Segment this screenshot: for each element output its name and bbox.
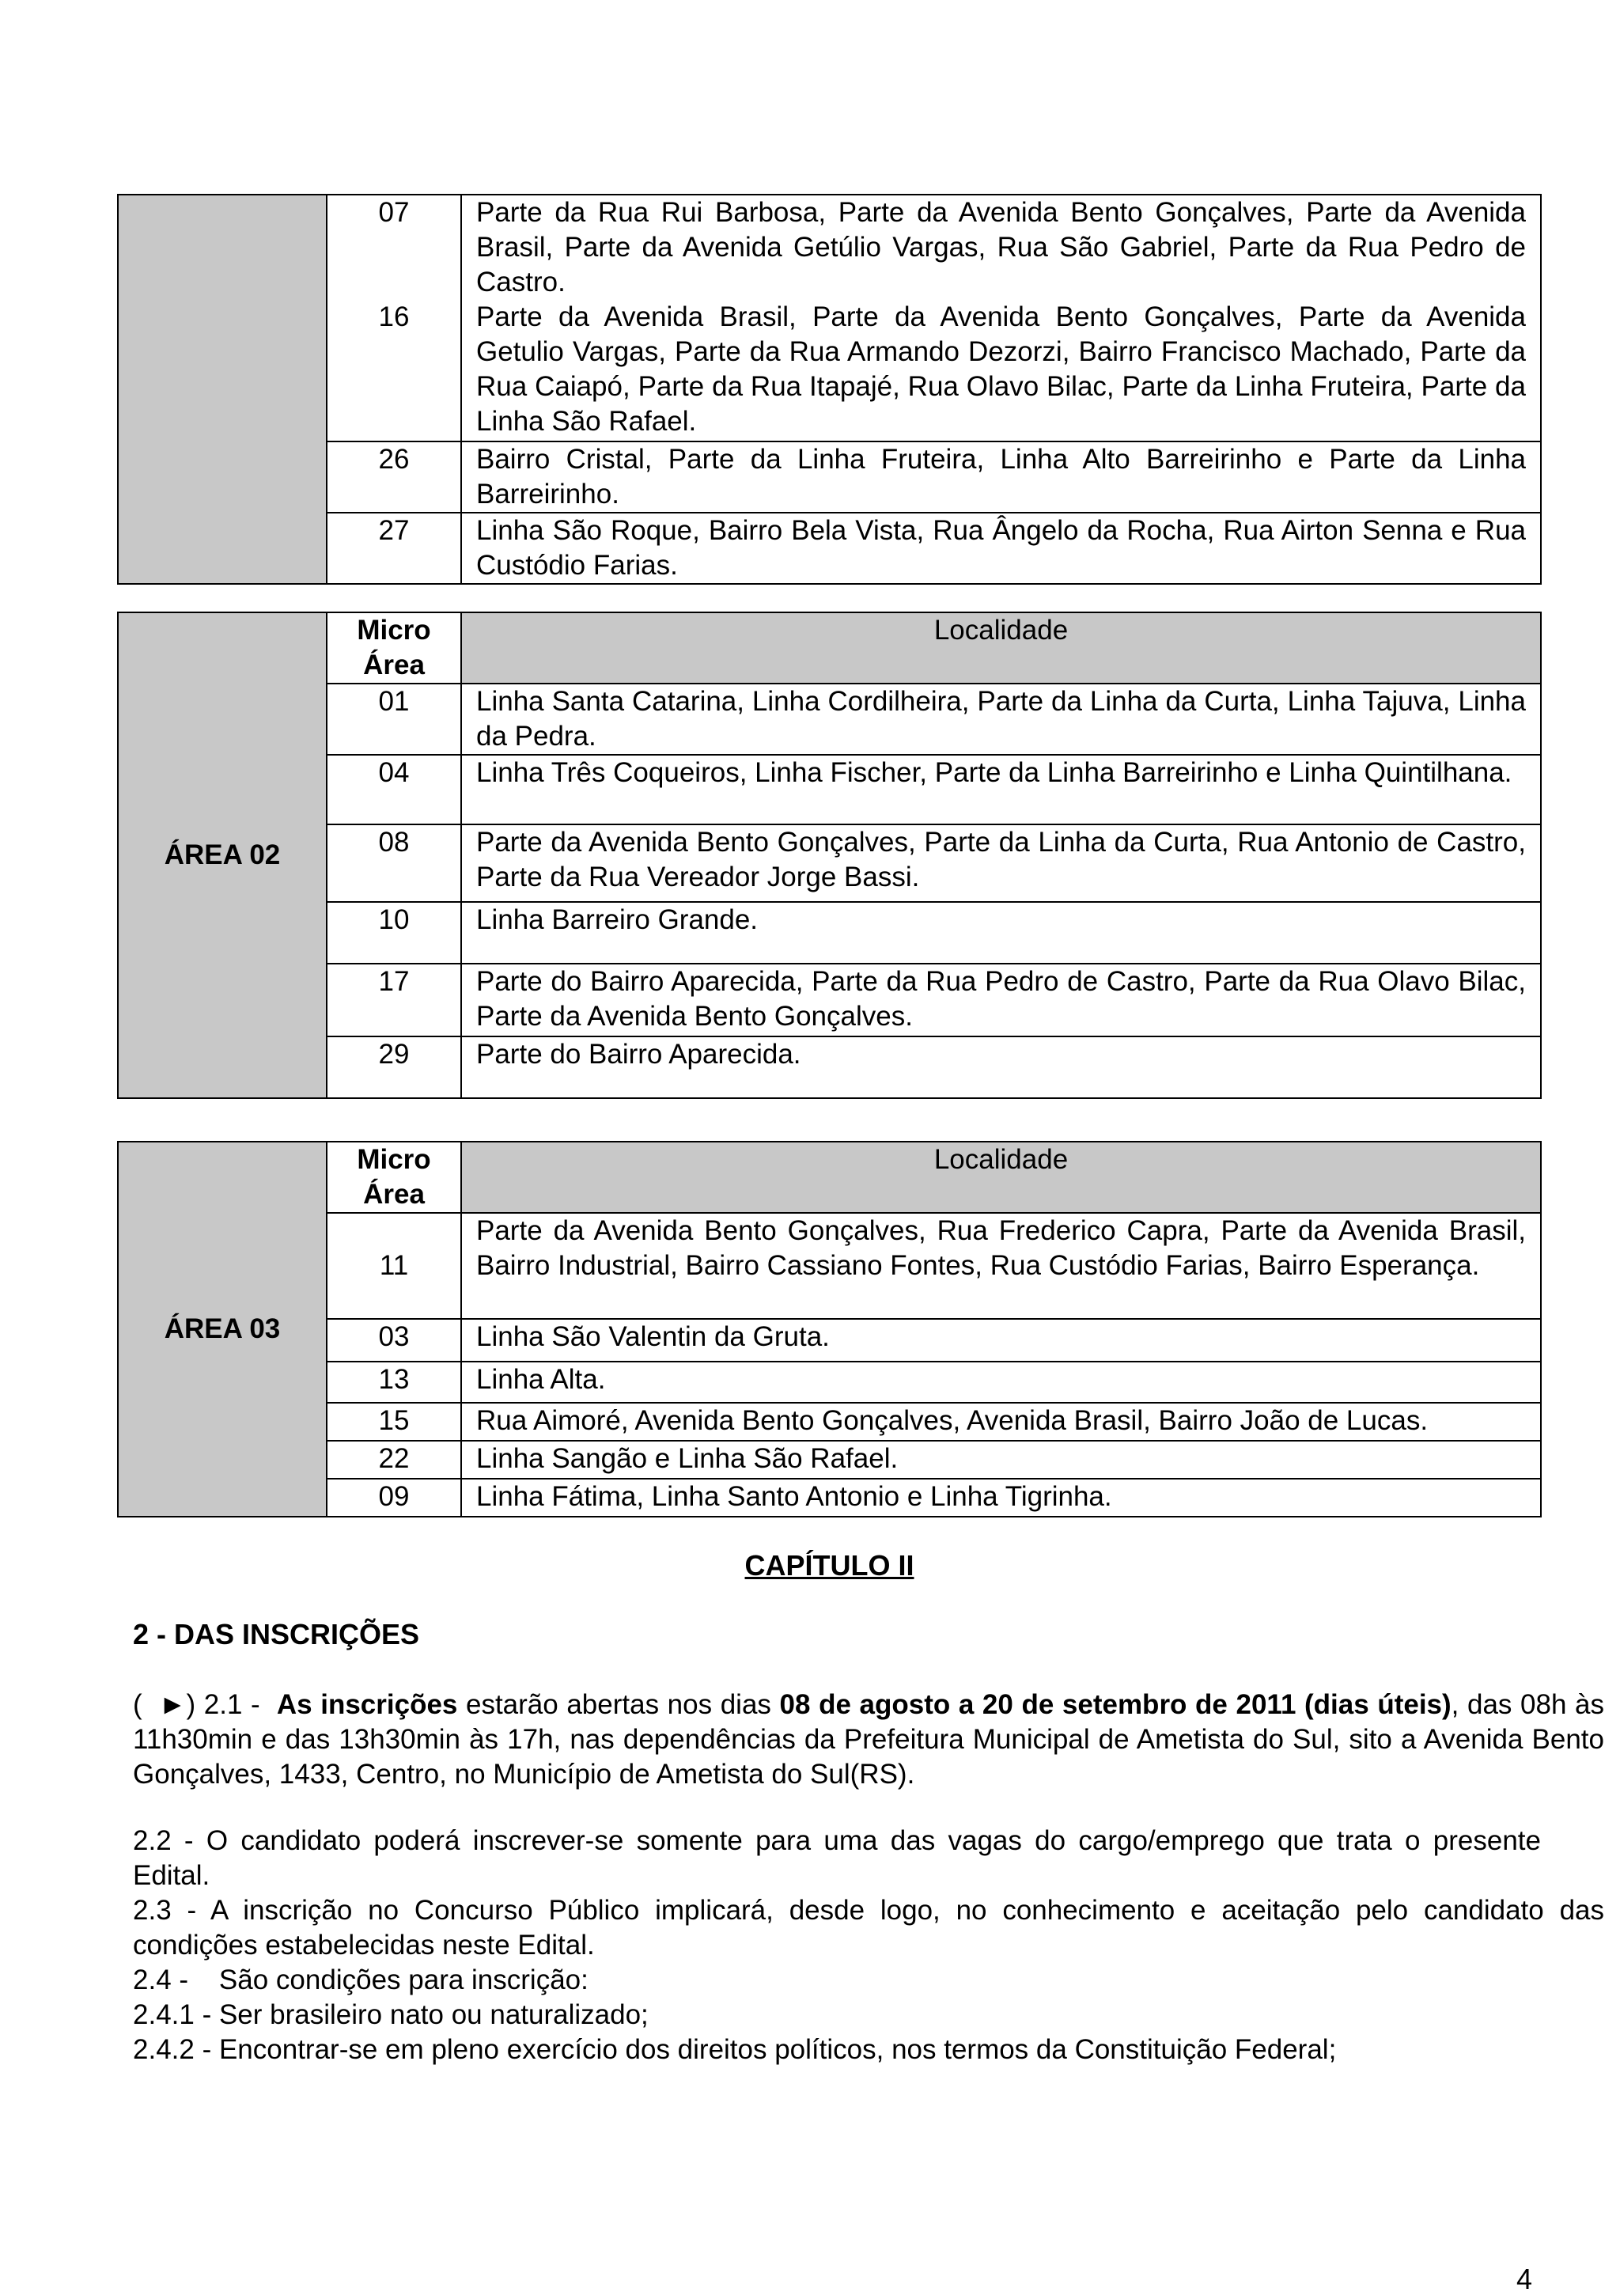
paragraph-2-4-2: 2.4.2 - Encontrar-se em pleno exercício dos direitos políticos, nos termos da Constituição Federal; xyxy=(133,2034,1337,2065)
paragraph-2-2: 2.2 - O candidato poderá inscrever-se somente para uma das vagas do cargo/emprego que trata o presente Edital. xyxy=(133,1825,1541,1891)
table-row xyxy=(118,441,1541,513)
micro-area-number: 04 xyxy=(327,755,461,824)
table-row xyxy=(118,195,1541,441)
micro-area-number: 13 xyxy=(327,1362,461,1403)
localidade-cell: Parte do Bairro Aparecida. xyxy=(461,1036,1541,1098)
micro-area-number: 09 xyxy=(327,1479,461,1517)
micro-area-table-continuation xyxy=(117,194,1542,585)
table-row xyxy=(118,964,1541,1036)
micro-area-number: 22 xyxy=(327,1441,461,1479)
paragraph-2-1 xyxy=(133,1688,1604,1792)
chapter-title: CAPÍTULO II xyxy=(744,1549,914,1582)
localidade-cell: Linha São Roque, Bairro Bela Vista, Rua Ângelo da Rocha, Rua Airton Senna e Rua Custódio Farias. xyxy=(461,513,1541,584)
area-03-table xyxy=(117,1141,1542,1517)
micro-area-number: 08 xyxy=(327,824,461,902)
localidade-cell: Rua Aimoré, Avenida Bento Gonçalves, Avenida Brasil, Bairro João de Lucas. xyxy=(461,1403,1541,1441)
localidade-cell: Parte da Avenida Bento Gonçalves, Parte da Linha da Curta, Rua Antonio de Castro, Parte da Rua Vereador Jorge Bassi. xyxy=(461,824,1541,902)
localidade-cell: Linha Santa Catarina, Linha Cordilheira, Parte da Linha da Curta, Linha Tajuva, Linha da Pedra. xyxy=(461,684,1541,755)
area-02-table xyxy=(117,612,1542,1099)
localidade-cell: Parte do Bairro Aparecida, Parte da Rua Pedro de Castro, Parte da Rua Olavo Bilac, Parte da Avenida Bento Gonçalves. xyxy=(461,964,1541,1036)
localidade-cell: Linha São Valentin da Gruta. xyxy=(461,1319,1541,1362)
micro-area-number: 11 xyxy=(327,1213,461,1319)
localidade-cell: Parte da Rua Rui Barbosa, Parte da Avenida Bento Gonçalves, Parte da Avenida Brasil, Parte da Avenida Getúlio Vargas, Rua São Gabriel, Parte da Rua Pedro de Castro. Parte da Avenida Brasil, Parte da Avenida Bento Gonçalves, Parte da Avenida Getulio Vargas, Parte da Rua Armando Dezorzi, Bairro Francisco Machado, Parte da Rua Caiapó, Parte da Rua Itapajé, Rua Olavo Bilac, Parte da Linha Fruteira, Parte da Linha São Rafael. xyxy=(461,195,1541,441)
table-row xyxy=(118,1213,1541,1319)
paragraph-text: estarão abertas nos dias xyxy=(457,1689,780,1720)
micro-area-number: 26 xyxy=(327,441,461,513)
localidade-cell: Parte da Avenida Bento Gonçalves, Rua Frederico Capra, Parte da Avenida Brasil, Bairro Industrial, Bairro Cassiano Fontes, Rua Custódio Farias, Bairro Esperança. xyxy=(461,1213,1541,1319)
paragraph-prefix: ( ►) 2.1 - xyxy=(133,1689,277,1720)
table-row xyxy=(118,755,1541,824)
table-row xyxy=(118,1479,1541,1517)
micro-area-number: 07 16 xyxy=(327,195,461,441)
area-label-cell xyxy=(118,195,327,584)
micro-area-number: 03 xyxy=(327,1319,461,1362)
bold-dates: 08 de agosto a 20 de setembro de 2011 (dias úteis) xyxy=(779,1689,1452,1720)
micro-area-header: Micro Área xyxy=(327,1142,461,1213)
micro-area-header: Micro Área xyxy=(327,612,461,684)
localidade-header: Localidade xyxy=(461,1142,1541,1213)
table-row xyxy=(118,1362,1541,1403)
area-label: ÁREA 02 xyxy=(118,612,327,1098)
localidade-cell: Linha Barreiro Grande. xyxy=(461,902,1541,964)
localidade-cell: Linha Três Coqueiros, Linha Fischer, Parte da Linha Barreirinho e Linha Quintilhana. xyxy=(461,755,1541,824)
localidade-header: Localidade xyxy=(461,612,1541,684)
table-row xyxy=(118,1441,1541,1479)
table-header-row xyxy=(118,612,1541,684)
table-row xyxy=(118,513,1541,584)
localidade-cell: Bairro Cristal, Parte da Linha Fruteira, Linha Alto Barreirinho e Parte da Linha Barreirinho. xyxy=(461,441,1541,513)
table-row xyxy=(118,1319,1541,1362)
bold-text: As inscrições xyxy=(276,1689,458,1720)
paragraph-2-4-1: 2.4.1 - Ser brasileiro nato ou naturalizado; xyxy=(133,1999,649,2030)
micro-area-number: 27 xyxy=(327,513,461,584)
section-title: 2 - DAS INSCRIÇÕES xyxy=(133,1618,420,1650)
micro-area-number: 29 xyxy=(327,1036,461,1098)
localidade-cell: Linha Sangão e Linha São Rafael. xyxy=(461,1441,1541,1479)
micro-area-number: 10 xyxy=(327,902,461,964)
table-row xyxy=(118,1403,1541,1441)
paragraph-2-3: 2.3 - A inscrição no Concurso Público implicará, desde logo, no conhecimento e aceitação pelo candidato das condições estabelecidas neste Edital. xyxy=(133,1895,1604,1961)
table-row xyxy=(118,1036,1541,1098)
table-header-row xyxy=(118,1142,1541,1213)
localidade-cell: Linha Alta. xyxy=(461,1362,1541,1403)
micro-area-number: 15 xyxy=(327,1403,461,1441)
table-row xyxy=(118,824,1541,902)
page-number: 4 xyxy=(1516,2263,1533,2295)
micro-area-number: 17 xyxy=(327,964,461,1036)
localidade-cell: Linha Fátima, Linha Santo Antonio e Linha Tigrinha. xyxy=(461,1479,1541,1517)
micro-area-number: 01 xyxy=(327,684,461,755)
area-label: ÁREA 03 xyxy=(118,1142,327,1517)
table-row xyxy=(118,902,1541,964)
table-row xyxy=(118,684,1541,755)
paragraph-2-4: 2.4 - São condições para inscrição: xyxy=(133,1964,589,1995)
paragraph-text: , das 08h às 11h30min e das 13h30min às 17h, nas dependências da Prefeitura Municipal de Ametista do Sul, sito a Avenida Bento Gonçalves, 1433, Centro, no Município de Ametista do Sul(RS). xyxy=(133,1689,1604,1790)
